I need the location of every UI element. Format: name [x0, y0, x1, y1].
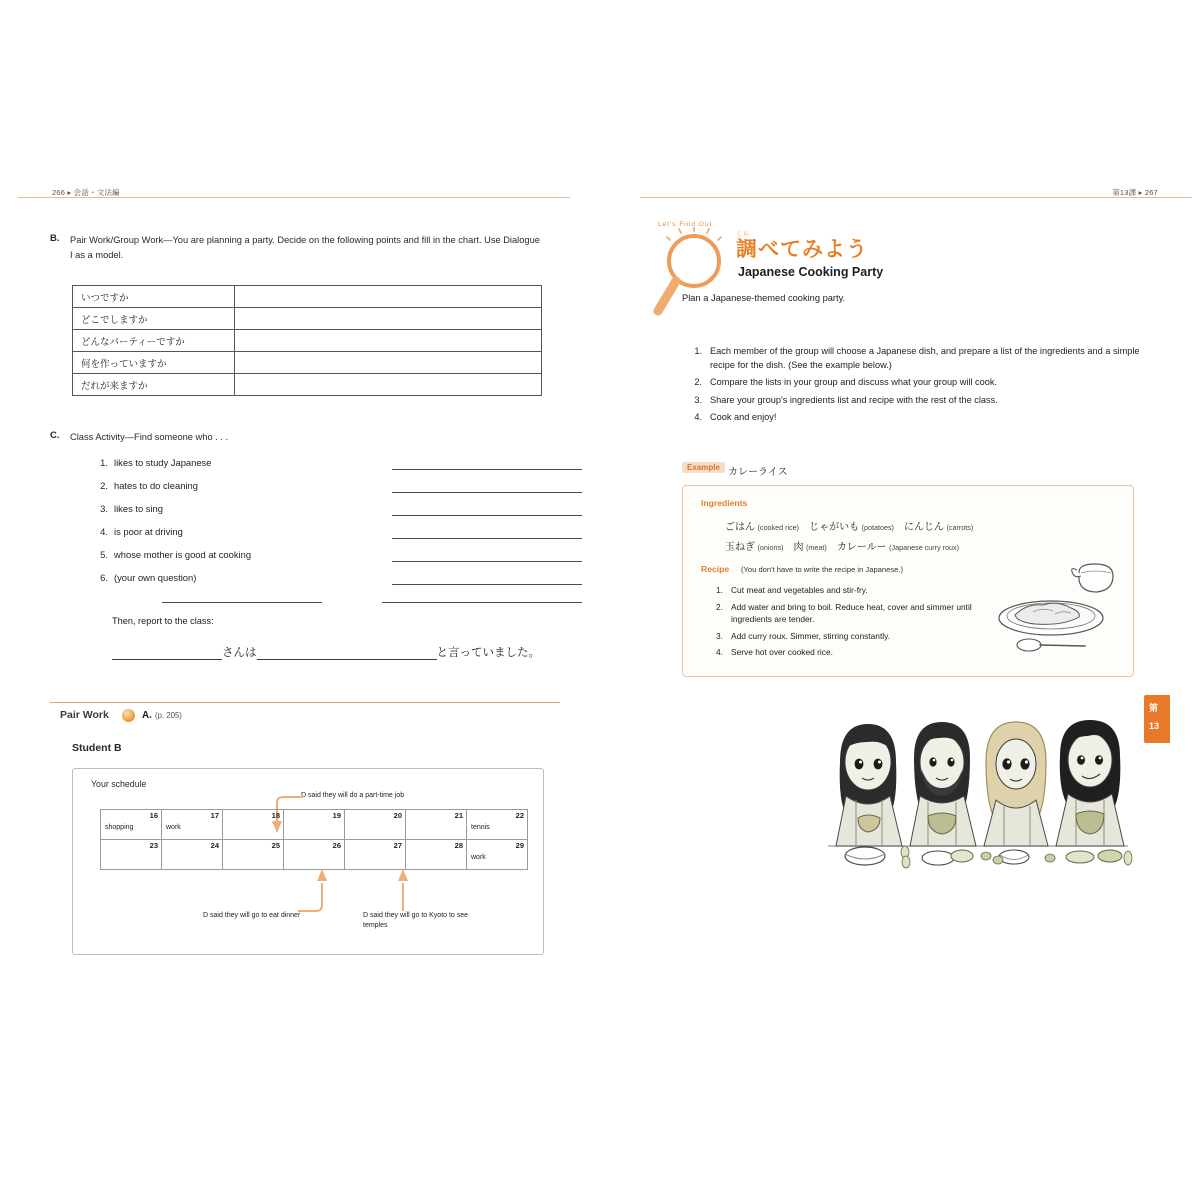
curry-plate-illustration: [993, 560, 1123, 660]
list-item-label: Add water and bring to boil. Reduce heat, cover and simmer until ingredients are tender.: [731, 601, 972, 624]
recipe-note: (You don't have to write the recipe in Japanese.): [741, 565, 904, 574]
section-b-letter: B.: [50, 233, 60, 244]
cell-event: work: [471, 854, 486, 861]
list-item-label: Each member of the group will choose a Japanese dish, and prepare a list of the ingredients and a simple recipe for the dish. (See the example below.): [710, 346, 1140, 370]
list-item: [688, 376, 1148, 390]
list-item-label: is poor at driving: [114, 526, 183, 537]
answer-blank[interactable]: [392, 469, 582, 470]
side-tab-spacer: [1128, 690, 1144, 748]
table-row: [73, 330, 542, 352]
report-content-blank[interactable]: [257, 646, 437, 660]
chart-question: だれが来ますか: [73, 374, 235, 396]
running-head-right-text: 第13課 ▸ 267: [1112, 188, 1158, 197]
ingredient-jp: カレールー: [836, 542, 887, 553]
pair-work-title: Pair Work: [60, 709, 109, 721]
ingredient-row-1: [725, 518, 973, 533]
schedule-cell[interactable]: [101, 810, 162, 840]
four-people-cooking-illustration: [810, 700, 1140, 880]
answer-blank[interactable]: [392, 515, 582, 516]
pair-work-item-letter: A.: [142, 710, 152, 721]
list-item-number: 5.: [100, 549, 108, 560]
ingredient-en: (meat): [806, 543, 827, 552]
cell-date: 17: [210, 811, 219, 820]
header-rule: [640, 197, 1192, 198]
page-title: Japanese Cooking Party: [738, 265, 884, 279]
cell-date: 28: [454, 841, 463, 850]
ingredient-jp: 玉ねぎ: [725, 542, 755, 553]
section-c-letter: C.: [50, 430, 60, 441]
cell-event: shopping: [105, 824, 134, 831]
table-row: [73, 286, 542, 308]
pair-work-rule: [50, 702, 560, 703]
annotation-bottom-right: D said they will go to Kyoto to see temples: [363, 912, 469, 929]
table-row: [73, 352, 542, 374]
schedule-cell[interactable]: [406, 810, 467, 840]
list-item-label: whose mother is good at cooking: [114, 549, 252, 560]
pair-work-page-ref[interactable]: (p. 205): [155, 711, 182, 720]
list-item-label: Compare the lists in your group and discuss what your group will cook.: [710, 377, 997, 387]
furigana-shira: しら: [737, 232, 750, 238]
cell-date: 29: [515, 841, 524, 850]
report-tail: と言っていました。: [436, 647, 540, 659]
arrow-up-icon-right: [393, 865, 417, 913]
ingredient-en: (potatoes): [861, 523, 894, 532]
list-item: [688, 411, 1148, 425]
cell-date: 18: [271, 811, 280, 820]
list-item: [92, 546, 552, 569]
ingredient-jp: じゃがいも: [809, 522, 860, 533]
list-item-number: 4.: [694, 412, 702, 422]
table-row: [73, 308, 542, 330]
running-head-left-text: 266 ▸ 会話・文法編: [52, 188, 120, 197]
chart-answer-blank[interactable]: [235, 374, 542, 396]
left-page: [40, 185, 570, 975]
chart-question: どこでしますか: [73, 308, 235, 330]
ingredient-en: (onions): [757, 543, 784, 552]
schedule-cell[interactable]: [284, 810, 345, 840]
example-dish-name: カレーライス: [728, 467, 788, 478]
list-item: [92, 500, 552, 523]
list-item-number: 6.: [100, 572, 108, 583]
ingredients-heading: Ingredients: [701, 498, 748, 508]
list-item-number: 3.: [716, 630, 723, 641]
ingredient-jp: 肉: [793, 542, 804, 553]
schedule-cell[interactable]: [223, 840, 284, 870]
arrow-up-icon-left: [288, 865, 328, 913]
list-item: [92, 454, 552, 477]
recipe-heading: Recipe: [701, 564, 730, 574]
ingredient-en: (Japanese curry roux): [889, 543, 960, 552]
schedule-cell[interactable]: [101, 840, 162, 870]
list-item: [711, 630, 1001, 643]
list-item: [92, 569, 552, 592]
schedule-cell[interactable]: [345, 810, 406, 840]
cell-date: 25: [271, 841, 280, 850]
list-item-number: 3.: [694, 394, 702, 405]
list-item-label: hates to do cleaning: [114, 480, 198, 491]
right-page: [640, 185, 1170, 975]
japanese-heading: 調べてみよう: [736, 238, 868, 261]
list-item-label: Serve hot over cooked rice.: [731, 647, 833, 657]
cell-date: 21: [454, 811, 463, 820]
person-3: [984, 722, 1048, 864]
list-item: [688, 345, 1148, 372]
report-sentence: [112, 644, 552, 664]
report-blank-left[interactable]: [162, 602, 322, 603]
schedule-cell[interactable]: [223, 810, 284, 840]
list-item: [688, 394, 1148, 408]
ingredient-jp: ごはん: [725, 522, 755, 533]
list-item-number: 2.: [694, 377, 702, 387]
list-item-label: (your own question): [114, 572, 197, 583]
party-chart: [72, 285, 542, 396]
cell-event: tennis: [471, 824, 490, 831]
chart-question: どんなパーティーですか: [73, 330, 235, 352]
list-item: [711, 646, 1001, 659]
answer-blank[interactable]: [392, 538, 582, 539]
schedule-cell[interactable]: [162, 840, 223, 870]
cell-event: work: [166, 824, 181, 831]
list-item-number: 3.: [100, 503, 108, 514]
cell-date: 26: [332, 841, 341, 850]
schedule-cell[interactable]: [467, 810, 528, 840]
cell-date: 19: [332, 811, 341, 820]
answer-blank[interactable]: [392, 492, 582, 493]
page-subtitle: Plan a Japanese-themed cooking party.: [682, 293, 846, 303]
chart-answer-blank[interactable]: [235, 352, 542, 374]
schedule-row-1: [101, 810, 528, 840]
cell-date: 20: [393, 811, 402, 820]
arc-text: Let's Find Out: [658, 221, 713, 228]
list-item-number: 2.: [100, 480, 108, 491]
cooking-scene-svg: [810, 700, 1140, 880]
schedule-cell[interactable]: [467, 840, 528, 870]
chart-answer-blank[interactable]: [235, 330, 542, 352]
student-label: Student B: [72, 742, 122, 754]
list-item: [711, 601, 1001, 626]
report-instruction: Then, report to the class:: [112, 616, 214, 626]
chapter-side-tab: [1144, 695, 1170, 743]
cell-date: 27: [393, 841, 402, 850]
list-item-label: likes to study Japanese: [114, 457, 212, 468]
section-b-heading: Pair Work/Group Work—You are planning a party. Decide on the following points and fill in the chart. Use Dialogue I as a model.: [70, 235, 540, 260]
answer-blank[interactable]: [392, 584, 582, 585]
cell-date: 22: [515, 811, 524, 820]
report-particle: さんは: [222, 647, 257, 659]
ingredient-en: (carrots): [946, 523, 974, 532]
person-4: [1056, 720, 1124, 863]
list-item-number: 1.: [100, 457, 108, 468]
report-name-blank[interactable]: [112, 646, 222, 660]
list-item: [92, 523, 552, 546]
list-item-label: Share your group's ingredients list and recipe with the rest of the class.: [710, 394, 998, 405]
magnifying-glass-icon: [650, 227, 742, 319]
table-row: [73, 374, 542, 396]
chart-answer-blank[interactable]: [235, 308, 542, 330]
report-blank-right[interactable]: [382, 602, 582, 603]
orange-circle-icon: [122, 709, 135, 722]
instruction-list: [688, 345, 1148, 429]
ingredient-jp: にんじん: [903, 522, 944, 533]
ingredient-row-2: [725, 538, 959, 553]
list-item: [92, 477, 552, 500]
cell-date: 16: [149, 811, 158, 820]
schedule-cell[interactable]: [162, 810, 223, 840]
chart-question: いつですか: [73, 286, 235, 308]
person-2: [910, 722, 976, 865]
recipe-card: [682, 485, 1134, 677]
cell-date: 23: [149, 841, 158, 850]
ingredient-en: (cooked rice): [757, 523, 800, 532]
side-tab-number: 13: [1149, 721, 1160, 731]
list-item-label: likes to sing: [114, 503, 163, 514]
section-c-heading: Class Activity—Find someone who . . .: [70, 432, 229, 442]
list-item: [711, 584, 1001, 597]
schedule-grid: [100, 809, 528, 870]
list-item-label: Add curry roux. Simmer, stirring constantly.: [731, 630, 891, 641]
list-item-number: 1.: [716, 585, 723, 595]
list-item-number: 4.: [100, 526, 108, 537]
list-item-number: 4.: [716, 647, 723, 657]
schedule-box: [72, 768, 544, 955]
chart-answer-blank[interactable]: [235, 286, 542, 308]
list-item-number: 1.: [694, 346, 702, 356]
answer-blank[interactable]: [392, 561, 582, 562]
recipe-step-list: [711, 584, 1001, 663]
list-item-label: Cut meat and vegetables and stir-fry.: [731, 585, 868, 595]
person-1: [836, 724, 902, 865]
cell-date: 24: [210, 841, 219, 850]
example-badge: Example: [682, 462, 725, 473]
list-item-number: 2.: [716, 601, 723, 612]
find-someone-list: [92, 454, 552, 592]
annotation-bottom-left: D said they will go to eat dinner: [203, 912, 301, 919]
chart-question: 何を作っていますか: [73, 352, 235, 374]
list-item-label: Cook and enjoy!: [710, 412, 777, 422]
annotation-top: D said they will do a part-time job: [301, 792, 405, 799]
side-tab-kanji: 第: [1149, 703, 1159, 713]
schedule-title: Your schedule: [91, 779, 147, 789]
